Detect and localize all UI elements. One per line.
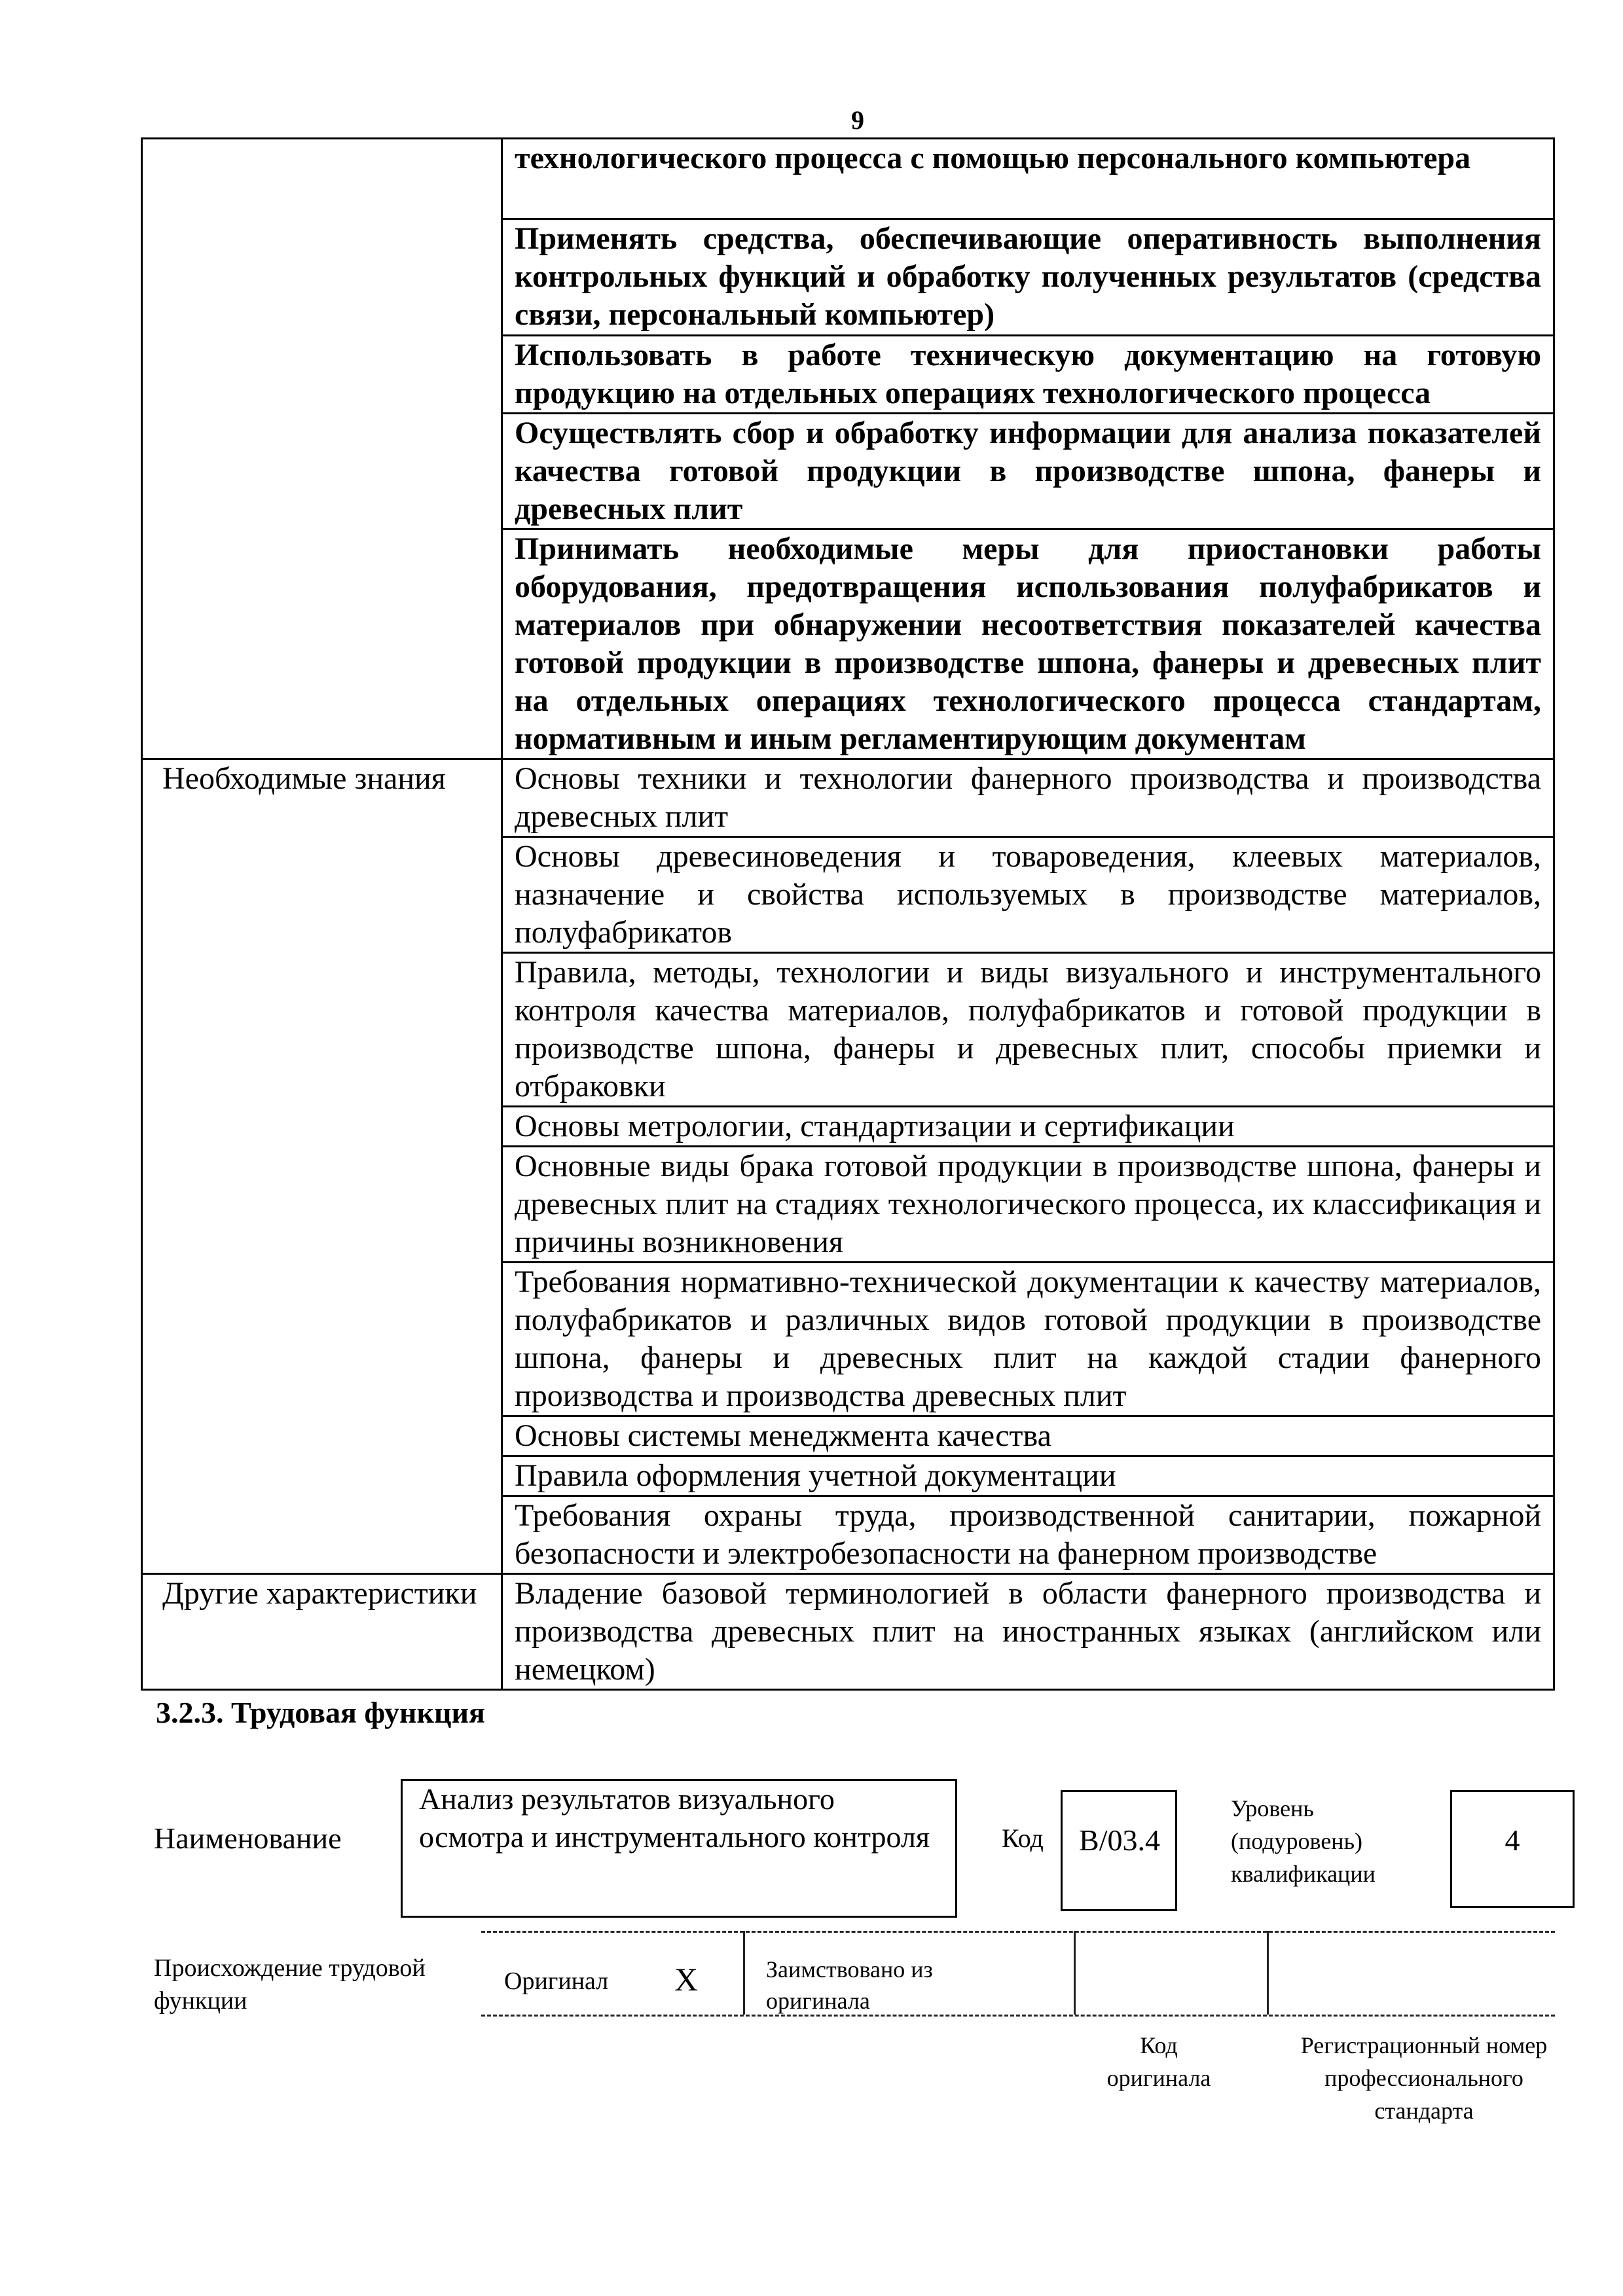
table-cell: Правила, методы, технологии и виды визуального и инструментального контроля качества материалов, полуфабрикатов и готовой продукции в производстве шпона, фанеры и древесных плит, способы приемки и отбраковки [502,953,1554,1107]
borrowed-line: Заимствовано из [766,1956,933,1982]
original-mark: X [674,1961,699,1998]
code-label: Код [1002,1823,1044,1853]
table-cell: Осуществлять сбор и обработку информации для анализа показателей качества готовой продукции в производстве шпона, фанеры и древесных плит [502,414,1554,529]
table-cell: Основы древесиноведения и товароведения, клеевых материалов, назначение и свойства используемых в производстве материалов, полуфабрикатов [502,837,1554,953]
origin-divider [1074,1931,1076,2015]
caption-original-code [1080,2029,1237,2094]
table-row [142,139,1554,219]
original-label: Оригинал [504,1967,609,1995]
origin-bottom-line [481,2015,1555,2017]
row-label-other: Другие характеристики [142,1574,502,1690]
caption-line: стандарта [1374,2098,1474,2124]
table-cell: Принимать необходимые меры для приостановки работы оборудования, предотвращения использования полуфабрикатов и материалов при обнаружении несоответствия показателей качества готовой продукции в производстве шпона, фанеры и древесных плит на отдельных операциях технологического процесса стандартам, нормативным и иным регламентирующим документам [502,529,1554,759]
caption-line: Регистрационный номер [1300,2032,1548,2058]
caption-line: оригинала [1106,2065,1211,2091]
table-cell: технологического процесса с помощью персонального компьютера [502,139,1554,219]
table-cell: Требования охраны труда, производственной санитарии, пожарной безопасности и электробезопасности на фанерном производстве [502,1496,1554,1574]
table-cell: Использовать в работе техническую документацию на готовую продукцию на отдельных операциях технологического процесса [502,336,1554,414]
level-label-line: квалификации [1231,1861,1376,1887]
code-value: В/03.4 [1079,1823,1160,1857]
origin-divider [1267,1931,1269,2015]
table-cell: Основы системы менеджмента качества [502,1416,1554,1456]
borrowed-label [766,1954,933,2017]
requirements-table [141,137,1555,1691]
origin-divider [743,1931,745,2015]
page-number: 9 [851,105,864,135]
table-row [142,1574,1554,1690]
caption-registration-number [1280,2029,1568,2127]
borrowed-line: оригинала [766,1988,870,2014]
table-row [142,759,1554,837]
caption-line: профессионального [1324,2065,1523,2091]
origin-top-line [481,1931,1555,1933]
table-cell: Владение базовой терминологией в области фанерного производства и производства древесных плит на иностранных языках (английском или немецком) [502,1574,1554,1690]
origin-label-line: Происхождение трудовой [154,1954,426,1982]
table-cell: Основы техники и технологии фанерного производства и производства древесных плит [502,759,1554,837]
table-cell: Основные виды брака готовой продукции в производстве шпона, фанеры и древесных плит на стадиях технологического процесса, их классификация и причины возникновения [502,1147,1554,1263]
section-heading: 3.2.3. Трудовая функция [156,1696,485,1729]
origin-label-line: функции [154,1987,247,2015]
table-cell: Применять средства, обеспечивающие оперативность выполнения контрольных функций и обработку полученных результатов (средства связи, персональный компьютер) [502,219,1554,336]
level-label [1231,1792,1376,1890]
caption-line: Код [1140,2032,1178,2058]
name-value: Анализ результатов визуального осмотра и инструментального контроля [419,1782,930,1854]
level-label-line: Уровень [1231,1795,1314,1821]
row-label-knowledge: Необходимые знания [142,759,502,1574]
table-cell: Требования нормативно-технической документации к качеству материалов, полуфабрикатов и различных видов готовой продукции в производстве шпона, фанеры и древесных плит на каждой стадии фанерного производства и производства древесных плит [502,1263,1554,1416]
name-label: Наименование [154,1821,342,1855]
level-value: 4 [1504,1823,1520,1857]
row-label [142,139,502,759]
table-cell: Основы метрологии, стандартизации и сертификации [502,1107,1554,1147]
table-cell: Правила оформления учетной документации [502,1456,1554,1496]
level-label-line: (подуровень) [1231,1828,1362,1854]
origin-label [154,1952,426,2017]
